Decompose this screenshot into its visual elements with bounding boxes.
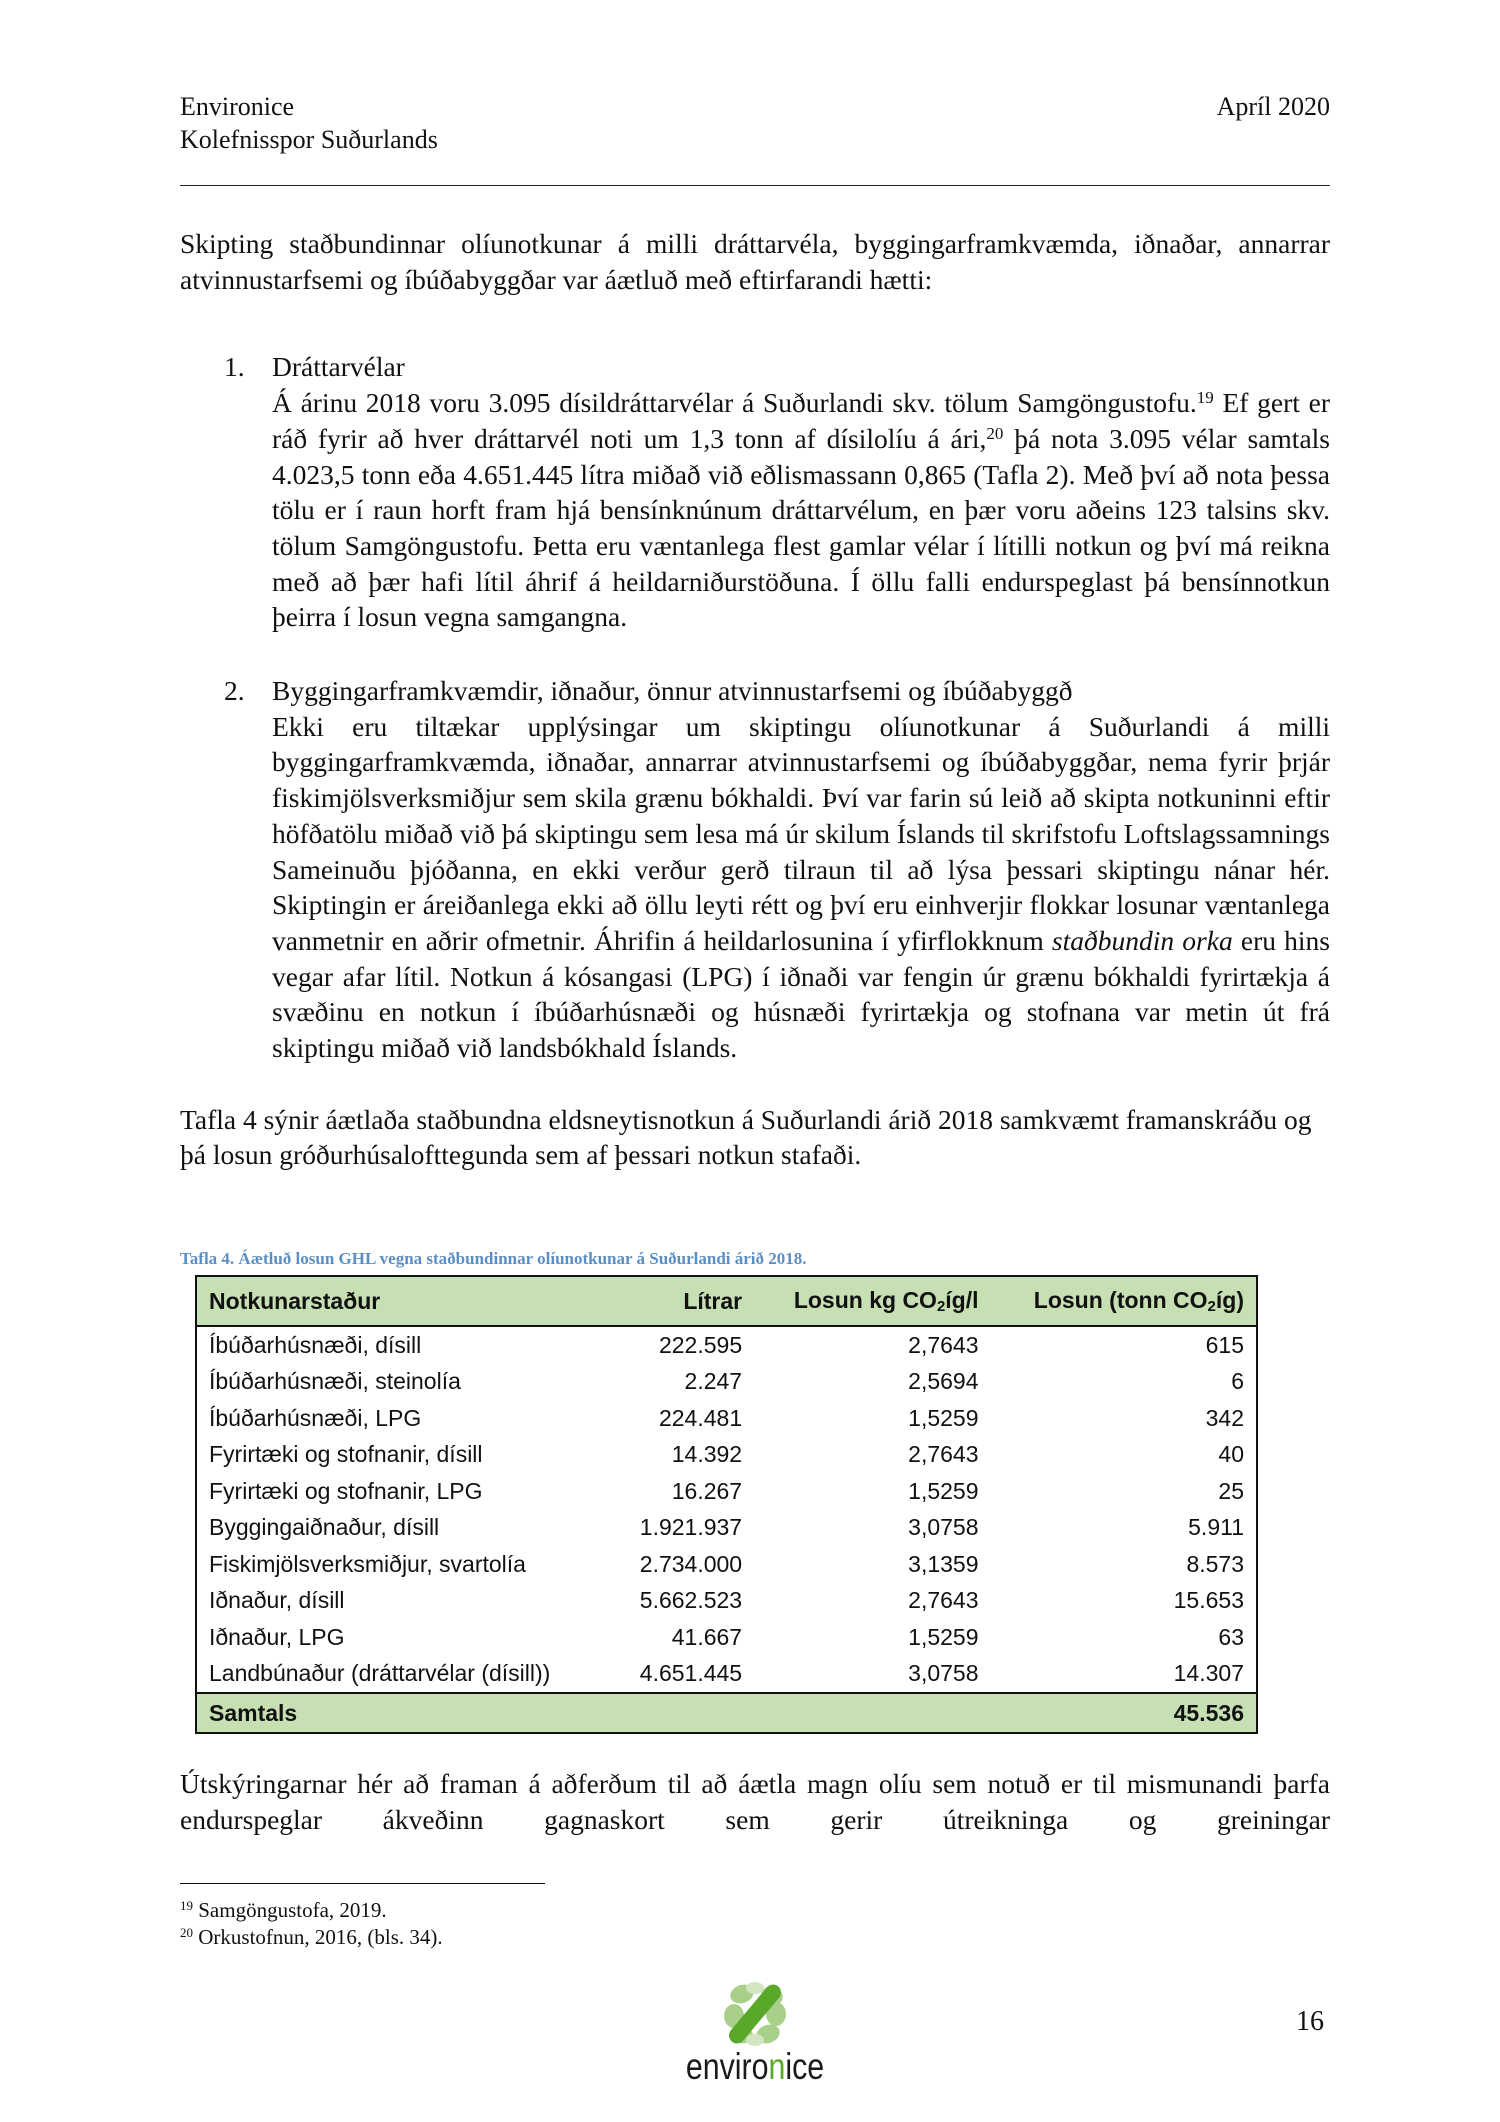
cell-litres: 4.651.445 — [639, 1660, 743, 1687]
total-empty — [754, 1693, 990, 1733]
total-label: Samtals — [209, 1699, 298, 1726]
footnote-20 — [180, 1924, 443, 1951]
text-segment: Ekki eru tiltækar upplýsingar um skiptingu olíunotkunar á Suðurlandi á milli byggingarframkvæmda, iðnaðar, annarrar atvinnustarfsemi og íbúðabyggðar, nema fyrir þrjár fiskimjölsverksmiðjur sem skila grænu bókhaldi. Því var farin sú leið að skipta notkuninni eftir höfðatölu miðað við þá skiptingu sem lesa má úr skilum Íslands til skrifstofu Loftslagssamnings Sameinuðu þjóðanna, en ekki verður gerð tilraun til að lýsa þessari skiptingu nánar hér. Skiptingin er áreiðanlega ekki að öllu leyti rétt og því eru einhverjir flokkar losunar væntanlega vanmetnir en aðrir ofmetnir. Áhrifin á heildarlosunina í yfirflokknum — [272, 710, 1330, 956]
table-row — [196, 1583, 1257, 1620]
cell-place: Íbúðarhúsnæði, LPG — [209, 1404, 422, 1431]
list-number: 2. — [224, 675, 245, 707]
text-segment: eru hins vegar afar lítil. Notkun á kósangasi (LPG) í iðnaði var fengin úr grænu bókhaldi fyrirtækja á svæðinu en notkun í íbúðarhúsnæði og húsnæði fyrirtækja og stofnana var metin út frá skiptingu miðað við landsbókhald Íslands. — [272, 924, 1330, 1064]
header-report-title: Kolefnisspor Suðurlands — [180, 125, 438, 154]
cell-emission: 8.573 — [1186, 1550, 1244, 1577]
cell-place: Landbúnaður (dráttarvélar (dísill)) — [209, 1660, 551, 1687]
emissions-table — [195, 1275, 1258, 1734]
table-row — [196, 1400, 1257, 1437]
logo-wordmark: environice — [685, 2046, 825, 2087]
footnote-number: 20 — [180, 1925, 193, 1940]
footnote-number: 19 — [180, 1898, 193, 1913]
col-header-litres: Lítrar — [683, 1287, 743, 1314]
intro-paragraph: Skipting staðbundinnar olíunotkunar á milli dráttarvéla, byggingarframkvæmda, iðnaðar, annarrar atvinnustarfsemi og íbúðabyggðar var áætluð með eftirfarandi hætti: — [180, 228, 1330, 295]
cell-emission: 342 — [1205, 1404, 1244, 1431]
cell-place: Íbúðarhúsnæði, steinolía — [209, 1368, 461, 1395]
clover-leaf-icon — [720, 1982, 790, 2046]
cell-place: Iðnaður, dísill — [209, 1587, 345, 1614]
closing-paragraph: Útskýringarnar hér að framan á aðferðum til að áætla magn olíu sem notuð er til mismunandi þarfa endurspeglar ákveðinn gagnaskort sem gerir útreikninga og greiningar — [180, 1768, 1330, 1835]
cell-place: Fyrirtæki og stofnanir, LPG — [209, 1477, 483, 1504]
cell-emission: 15.653 — [1173, 1587, 1244, 1614]
cell-emission: 5.911 — [1188, 1514, 1244, 1541]
cell-litres: 1.921.937 — [639, 1514, 743, 1541]
header-date: Apríl 2020 — [1216, 92, 1330, 121]
table-total-row — [196, 1693, 1257, 1733]
cell-litres: 5.662.523 — [639, 1587, 743, 1614]
table-row — [196, 1656, 1257, 1694]
page-number: 16 — [1296, 2006, 1324, 2037]
running-header — [180, 90, 1330, 156]
total-empty — [611, 1693, 754, 1733]
cell-factor: 2,7643 — [908, 1441, 979, 1468]
cell-emission: 14.307 — [1173, 1660, 1244, 1687]
spacer — [180, 635, 1330, 673]
table-row — [196, 1437, 1257, 1474]
cell-emission: 40 — [1218, 1441, 1244, 1468]
list-number: 1. — [224, 351, 245, 383]
cell-litres: 222.595 — [658, 1331, 743, 1358]
list-item-text — [272, 709, 1330, 1066]
cell-emission: 615 — [1205, 1331, 1244, 1358]
cell-emission: 6 — [1231, 1368, 1244, 1395]
table-row — [196, 1326, 1257, 1364]
list-item-tractors — [180, 349, 1330, 635]
italic-term: staðbundin orka — [1051, 924, 1233, 956]
cell-factor: 2,5694 — [908, 1368, 979, 1395]
cell-emission: 25 — [1218, 1477, 1244, 1504]
cell-factor: 3,0758 — [908, 1514, 979, 1541]
footnote-ref-20[interactable]: 20 — [986, 423, 1004, 443]
environice-logo — [665, 1982, 845, 2094]
footnote-divider — [180, 1883, 545, 1884]
cell-factor: 1,5259 — [908, 1623, 979, 1650]
cell-litres: 14.392 — [671, 1441, 743, 1468]
spacer — [180, 1066, 1330, 1102]
col-header-emission: Losun (tonn $CO_2íg$) — [1033, 1287, 1244, 1315]
cell-factor: 2,7643 — [908, 1331, 979, 1358]
cell-factor: 1,5259 — [908, 1404, 979, 1431]
cell-place: Byggingaiðnaður, dísill — [209, 1514, 440, 1541]
cell-litres: 2.247 — [684, 1368, 743, 1395]
table-caption: Tafla 4. Áætluð losun GHL vegna staðbundinnar olíunotkunar á Suðurlandi árið 2018. — [180, 1249, 807, 1268]
table-row — [196, 1364, 1257, 1401]
body-text — [180, 226, 1330, 1173]
list-item-title: Byggingarframkvæmdir, iðnaður, önnur atvinnustarfsemi og íbúðabyggð — [272, 675, 1073, 707]
cell-factor: 3,1359 — [908, 1550, 979, 1577]
cell-litres: 41.667 — [671, 1623, 743, 1650]
cell-litres: 2.734.000 — [639, 1550, 743, 1577]
list-item-text — [272, 385, 1330, 635]
total-emission: 45.536 — [1173, 1699, 1244, 1726]
col-header-factor: Losun kg $CO_2íg/l$ — [793, 1287, 979, 1315]
footnotes — [180, 1897, 443, 1951]
table-row — [196, 1510, 1257, 1547]
method-list — [180, 349, 1330, 1065]
footnote-text: Samgöngustofa, 2019. — [193, 1898, 387, 1922]
closing-paragraph-container — [180, 1766, 1330, 1837]
cell-litres: 16.267 — [671, 1477, 743, 1504]
list-item-title: Dráttarvélar — [272, 351, 405, 383]
footnote-19 — [180, 1897, 443, 1924]
cell-place: Íbúðarhúsnæði, dísill — [209, 1331, 422, 1358]
cell-litres: 224.481 — [658, 1404, 743, 1431]
header-org: Environice — [180, 92, 295, 121]
text-segment: þá nota 3.095 vélar samtals 4.023,5 tonn eða 4.651.445 lítra miðað við eðlismassann 0,865 (Tafla 2). Með því að nota þessa tölu er í raun horft fram hjá bensínknúnum dráttarvélum, en þær voru aðeins 123 talsins skv. tölum Samgöngustofu. Þetta eru væntanlega flest gamlar vélar í lítilli notkun og því má reikna með að þær hafi lítil áhrif á heildarniðurstöðuna. Í öllu falli endurspeglast þá bensínnotkun þeirra í losun vegna samgangna. — [272, 422, 1330, 633]
cell-factor: 2,7643 — [908, 1587, 979, 1614]
header-divider — [180, 185, 1330, 186]
footnote-ref-19[interactable]: 19 — [1196, 388, 1214, 408]
col-header-place: Notkunarstaður — [209, 1287, 381, 1314]
footnote-text: Orkustofnun, 2016, (bls. 34). — [193, 1925, 443, 1949]
table-intro-paragraph: Tafla 4 sýnir áætlaða staðbundna eldsneytisnotkun á Suðurlandi árið 2018 samkvæmt framanskráðu og þá losun gróðurhúsalofttegunda sem af þessari notkun stafaði. — [180, 1103, 1312, 1171]
cell-place: Iðnaður, LPG — [209, 1623, 345, 1650]
list-item-construction-industry — [180, 673, 1330, 1066]
table-header-row — [196, 1276, 1257, 1326]
table-row — [196, 1619, 1257, 1656]
table-row — [196, 1473, 1257, 1510]
cell-emission: 63 — [1218, 1623, 1244, 1650]
spacer — [180, 297, 1330, 349]
text-segment: Ef gert er ráð fyrir að hver dráttarvél noti um 1,3 tonn af dísilolíu á ári, — [272, 387, 1331, 454]
cell-factor: 3,0758 — [908, 1660, 979, 1687]
table-row — [196, 1546, 1257, 1583]
cell-place: Fyrirtæki og stofnanir, dísill — [209, 1441, 483, 1468]
cell-place: Fiskimjölsverksmiðjur, svartolía — [209, 1550, 526, 1577]
cell-factor: 1,5259 — [908, 1477, 979, 1504]
text-segment: Á árinu 2018 voru 3.095 dísildráttarvélar á Suðurlandi skv. tölum Samgöngustofu. — [272, 387, 1197, 419]
